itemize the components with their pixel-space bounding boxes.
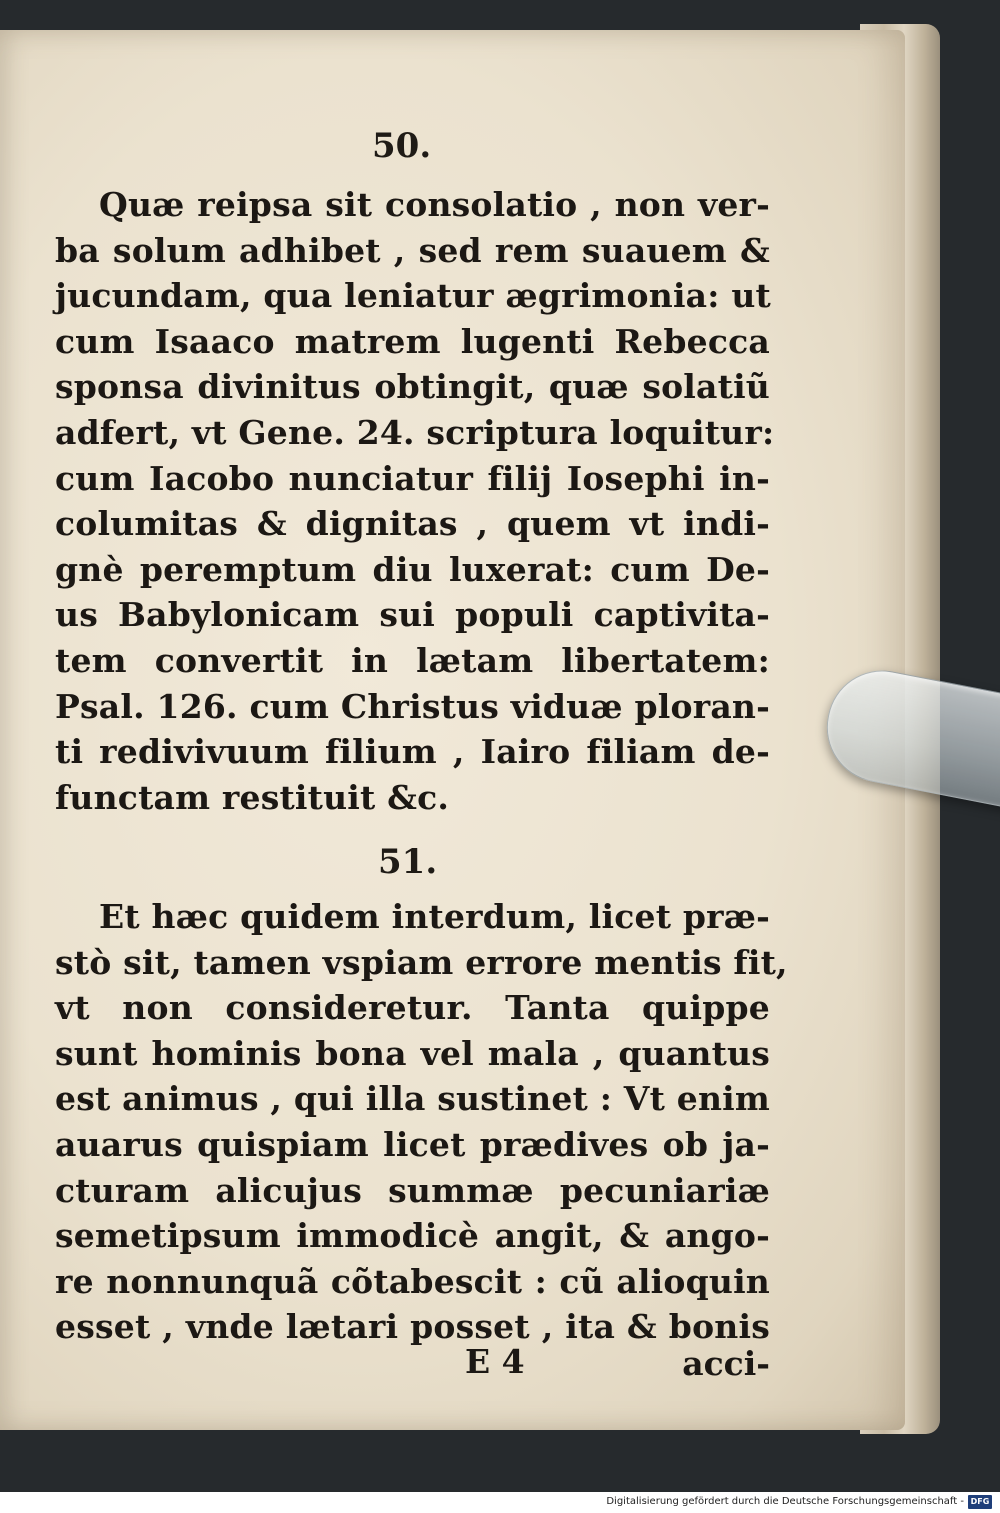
- text-line: gnè peremptum diu luxerat: cum De-: [55, 549, 770, 589]
- digitization-credit: Digitalisierung gefördert durch die Deutsche Forschungsgemeinschaft -: [606, 1496, 964, 1507]
- text-line: semetipsum immodicè angit, & ango-: [55, 1216, 770, 1256]
- book-page: [0, 30, 905, 1430]
- text-line: adfert, vt Gene. 24. scriptura loquitur:: [55, 412, 775, 452]
- text-line: us Babylonicam sui populi captivita-: [55, 595, 770, 635]
- text-line: stò sit, tamen vspiam errore mentis fit,: [55, 942, 788, 982]
- text-line: ba solum adhibet , sed rem suauem &: [55, 230, 770, 270]
- text-line: cum Isaaco matrem lugenti Rebecca: [55, 321, 770, 361]
- text-line: esset , vnde lætari posset , ita & bonis: [55, 1307, 770, 1347]
- dfg-logo-icon: DFG: [968, 1495, 992, 1509]
- signature-mark: E 4: [465, 1342, 525, 1381]
- text-line: cum Iacobo nunciatur filij Iosephi in-: [55, 458, 770, 498]
- text-line: cturam alicujus summæ pecuniariæ: [55, 1170, 770, 1210]
- text-line: vt non consideretur. Tanta quippe: [55, 988, 770, 1028]
- section-number: 51.: [378, 842, 438, 882]
- paragraph-50: [55, 182, 775, 820]
- text-line: est animus , qui illa sustinet : Vt enim: [55, 1079, 770, 1119]
- text-line: Quæ reipsa sit consolatio , non ver-: [99, 185, 770, 224]
- text-line: functam restituit &c.: [55, 777, 450, 817]
- text-line: columitas & dignitas , quem vt indi-: [55, 504, 770, 544]
- text-line: tem convertit in lætam libertatem:: [55, 640, 770, 680]
- text-line: Psal. 126. cum Christus viduæ ploran-: [55, 686, 770, 726]
- text-line: re nonnunquã cõtabescit : cũ alioquin: [55, 1261, 770, 1301]
- paragraph-51: [55, 894, 788, 1350]
- text-line: jucundam, qua leniatur ægrimonia: ut: [55, 276, 771, 316]
- footer-strip: [0, 1492, 1000, 1513]
- page-number: 50.: [372, 126, 432, 166]
- text-line: auarus quispiam licet prædives ob ja-: [55, 1124, 770, 1164]
- text-line: ti redivivuum filium , Iairo filiam de-: [55, 732, 770, 772]
- catchword: acci-: [682, 1344, 770, 1383]
- text-line: Et hæc quidem interdum, licet præ-: [99, 897, 770, 936]
- signature-line: [55, 1342, 770, 1388]
- text-line: sunt hominis bona vel mala , quantus: [55, 1033, 770, 1073]
- text-line: sponsa divinitus obtingit, quæ solatiũ: [55, 367, 770, 407]
